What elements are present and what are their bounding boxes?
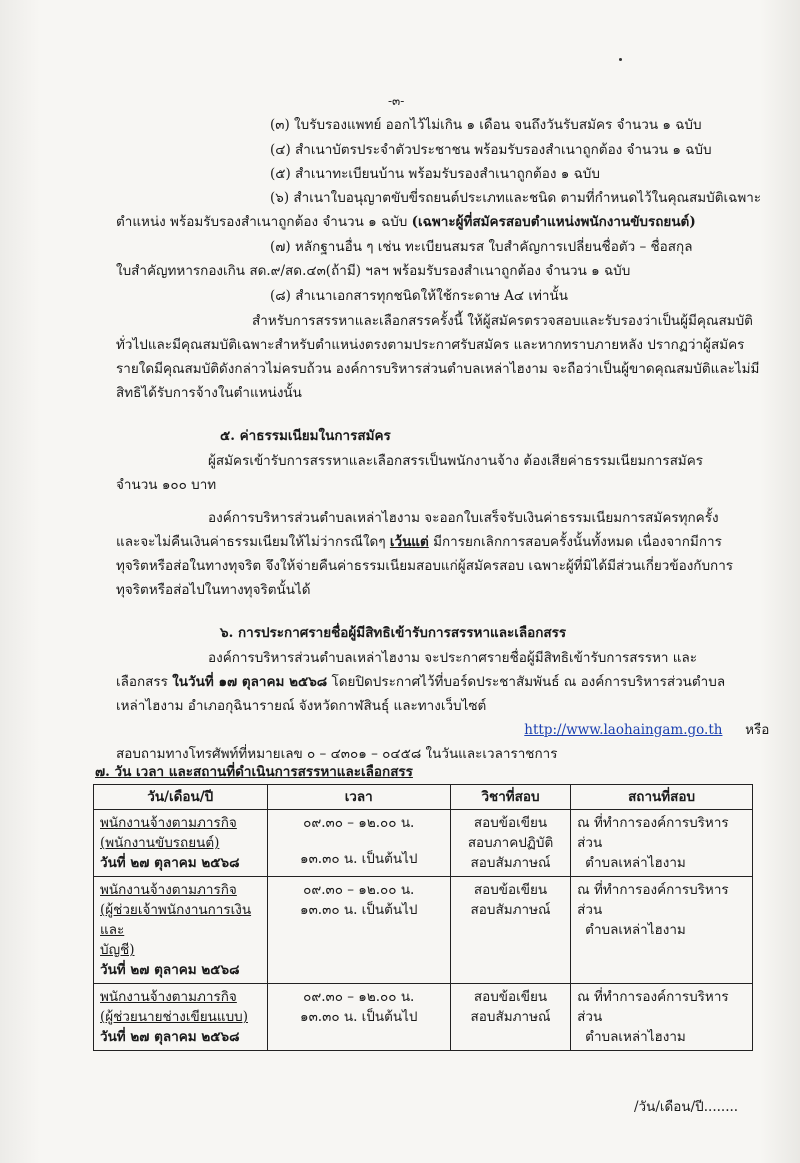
doc-item-7-cont: ใบสำคัญทหารกองเกิน สด.๙/สด.๔๓(ถ้ามี) ฯลฯ พร้อมรับรองสำเนาถูกต้อง จำนวน ๑ ฉบับ bbox=[116, 263, 631, 279]
section6-line2b: โดยปิดประกาศไว้ที่บอร์ดประชาสัมพันธ์ ณ องค์การบริหารส่วนตำบล bbox=[331, 674, 726, 690]
position-title-cont: บัญชี) bbox=[100, 942, 135, 958]
subject-written: สอบข้อเขียน bbox=[473, 815, 548, 831]
position-title: (ผู้ช่วยเจ้าพนักงานการเงินและ bbox=[100, 902, 252, 938]
section6-line3: เหล่าไฮงาม อำเภอกุฉินารายณ์ จังหวัดกาฬสินธุ์ และทางเว็บไซต์ bbox=[116, 698, 487, 714]
section5-p2-line2b: มีการยกเลิกการสอบครั้งนั้นทั้งหมด เนื่องจากมีการ bbox=[433, 534, 722, 550]
time-afternoon: ๑๓.๓๐ น. เป็นต้นไป bbox=[300, 851, 418, 867]
position-type: พนักงานจ้างตามภารกิจ bbox=[100, 882, 237, 898]
section6-heading: ๖. การประกาศรายชื่อผู้มีสิทธิเข้ารับการสรรหาและเลือกสรร bbox=[220, 625, 567, 641]
position-cell bbox=[94, 984, 268, 1051]
exam-date: วันที่ ๒๗ ตุลาคม ๒๕๖๘ bbox=[100, 1029, 240, 1045]
place-line1: ณ ที่ทำการองค์การบริหารส่วน bbox=[577, 882, 729, 918]
continued-footer: /วัน/เดือน/ปี........ bbox=[634, 1099, 739, 1115]
place-line1: ณ ที่ทำการองค์การบริหารส่วน bbox=[577, 989, 729, 1025]
except-emphasis: เว้นแต่ bbox=[389, 534, 429, 550]
doc-item-6-text: ตำแหน่ง พร้อมรับรองสำเนาถูกต้อง จำนวน ๑ ฉบับ bbox=[116, 214, 408, 230]
time-cell bbox=[267, 877, 450, 984]
time-afternoon: ๑๓.๓๐ น. เป็นต้นไป bbox=[300, 1009, 418, 1025]
doc-item-6: (๖) สำเนาใบอนุญาตขับขี่รถยนต์ประเภทและชนิด ตามที่กำหนดไว้ในคุณสมบัติเฉพาะ bbox=[270, 190, 762, 206]
section6-line2a: เลือกสรร bbox=[116, 674, 168, 690]
speck-mark bbox=[619, 58, 622, 61]
section5-p2-line2 bbox=[116, 533, 722, 551]
subject-interview: สอบสัมภาษณ์ bbox=[470, 1009, 551, 1025]
section6-line2 bbox=[116, 673, 725, 691]
time-morning: ๐๙.๓๐ – ๑๒.๐๐ น. bbox=[303, 989, 415, 1005]
subject-interview: สอบสัมภาษณ์ bbox=[470, 902, 551, 918]
position-title: (พนักงานขับรถยนต์) bbox=[100, 835, 220, 851]
position-title: (ผู้ช่วยนายช่างเขียนแบบ) bbox=[100, 1009, 248, 1025]
announce-date: ในวันที่ ๑๗ ตุลาคม ๒๕๖๘ bbox=[172, 674, 328, 690]
section6-or: หรือ bbox=[745, 722, 770, 738]
section6-line3-link-row bbox=[116, 721, 769, 739]
section5-p2-line4: ทุจริตหรือส่อไปในทางทุจริตนั้นได้ bbox=[116, 582, 311, 598]
table-row bbox=[94, 810, 753, 877]
section5-line1: ผู้สมัครเข้ารับการสรรหาและเลือกสรรเป็นพนักงานจ้าง ต้องเสียค่าธรรมเนียมการสมัคร bbox=[208, 453, 703, 469]
place-cell bbox=[571, 984, 753, 1051]
doc-item-8: (๘) สำเนาเอกสารทุกชนิดให้ใช้กระดาษ A๔ เท่านั้น bbox=[270, 288, 568, 304]
table-row bbox=[94, 877, 753, 984]
table-header-row bbox=[94, 785, 753, 810]
time-morning: ๐๙.๓๐ – ๑๒.๐๐ น. bbox=[303, 882, 415, 898]
driver-only-note: (เฉพาะผู้ที่สมัครสอบตำแหน่งพนักงานขับรถยนต์) bbox=[411, 214, 696, 230]
doc-item-6-cont bbox=[116, 213, 696, 231]
place-line2: ตำบลเหล่าไฮงาม bbox=[585, 922, 686, 938]
position-cell bbox=[94, 877, 268, 984]
subject-cell bbox=[450, 810, 570, 877]
col-header-subject: วิชาที่สอบ bbox=[450, 785, 570, 810]
time-morning: ๐๙.๓๐ – ๑๒.๐๐ น. bbox=[303, 815, 415, 831]
subject-written: สอบข้อเขียน bbox=[473, 989, 548, 1005]
place-cell bbox=[571, 810, 753, 877]
time-cell bbox=[267, 984, 450, 1051]
exam-date: วันที่ ๒๗ ตุลาคม ๒๕๖๘ bbox=[100, 962, 240, 978]
section5-line2: จำนวน ๑๐๐ บาท bbox=[116, 477, 217, 493]
section5-p2-line1: องค์การบริหารส่วนตำบลเหล่าไฮงาม จะออกใบเสร็จรับเงินค่าธรรมเนียมการสมัครทุกครั้ง bbox=[208, 510, 719, 526]
website-link[interactable]: http://www.laohaingam.go.th bbox=[524, 722, 723, 738]
exam-date: วันที่ ๒๗ ตุลาคม ๒๕๖๘ bbox=[100, 855, 240, 871]
doc-item-5: (๕) สำเนาทะเบียนบ้าน พร้อมรับรองสำเนาถูกต้อง ๑ ฉบับ bbox=[270, 166, 600, 182]
subject-interview: สอบสัมภาษณ์ bbox=[470, 855, 551, 871]
subject-practical: สอบภาคปฏิบัติ bbox=[467, 835, 554, 851]
doc-item-4: (๔) สำเนาบัตรประจำตัวประชาชน พร้อมรับรองสำเนาถูกต้อง จำนวน ๑ ฉบับ bbox=[270, 142, 712, 158]
section5-heading: ๕. ค่าธรรมเนียมในการสมัคร bbox=[220, 428, 391, 444]
page-number: -๓- bbox=[388, 94, 405, 108]
position-type: พนักงานจ้างตามภารกิจ bbox=[100, 989, 237, 1005]
position-cell bbox=[94, 810, 268, 877]
section5-p2-line2a: และจะไม่คืนเงินค่าธรรมเนียมให้ไม่ว่ากรณีใดๆ bbox=[116, 534, 386, 550]
doc-item-3: (๓) ใบรับรองแพทย์ ออกไว้ไม่เกิน ๑ เดือน จนถึงวันรับสมัคร จำนวน ๑ ฉบับ bbox=[270, 117, 702, 133]
section6-line4: สอบถามทางโทรศัพท์ที่หมายเลข ๐ – ๔๓๐๑ – ๐๔๕๘ ในวันและเวลาราชการ bbox=[116, 746, 558, 762]
col-header-date: วัน/เดือน/ปี bbox=[94, 785, 268, 810]
place-cell bbox=[571, 877, 753, 984]
place-line2: ตำบลเหล่าไฮงาม bbox=[585, 855, 686, 871]
subject-written: สอบข้อเขียน bbox=[473, 882, 548, 898]
place-line1: ณ ที่ทำการองค์การบริหารส่วน bbox=[577, 815, 729, 851]
qualification-para-line2: ทั่วไปและมีคุณสมบัติเฉพาะสำหรับตำแหน่งตรงตามประกาศรับสมัคร และหากทราบภายหลัง ปรากฏว่าผู้สมัคร bbox=[116, 337, 745, 353]
time-cell bbox=[267, 810, 450, 877]
subject-cell bbox=[450, 984, 570, 1051]
col-header-time: เวลา bbox=[267, 785, 450, 810]
place-line2: ตำบลเหล่าไฮงาม bbox=[585, 1029, 686, 1045]
qualification-para-line1: สำหรับการสรรหาและเลือกสรรครั้งนี้ ให้ผู้สมัครตรวจสอบและรับรองว่าเป็นผู้มีคุณสมบัติ bbox=[252, 313, 753, 329]
section5-p2-line3: ทุจริตหรือส่อในทางทุจริต จึงให้จ่ายคืนค่าธรรมเนียมสอบแก่ผู้สมัครสอบ เฉพาะผู้ที่มิได้มีส่วนเกี่ยวข้องกับการ bbox=[116, 558, 734, 574]
exam-schedule-table bbox=[93, 784, 753, 1051]
section6-line1: องค์การบริหารส่วนตำบลเหล่าไฮงาม จะประกาศรายชื่อผู้มีสิทธิเข้ารับการสรรหา และ bbox=[208, 650, 698, 666]
doc-item-7: (๗) หลักฐานอื่น ๆ เช่น ทะเบียนสมรส ใบสำคัญการเปลี่ยนชื่อตัว – ชื่อสกุล bbox=[270, 239, 693, 255]
time-afternoon: ๑๓.๓๐ น. เป็นต้นไป bbox=[300, 902, 418, 918]
qualification-para-line4: สิทธิได้รับการจ้างในตำแหน่งนั้น bbox=[116, 385, 302, 401]
qualification-para-line3: รายใดมีคุณสมบัติดังกล่าวไม่ครบถ้วน องค์การบริหารส่วนตำบลเหล่าไฮงาม จะถือว่าเป็นผู้ขาดคุณสมบัติและไม่มี bbox=[116, 361, 760, 377]
table-row bbox=[94, 984, 753, 1051]
col-header-place: สถานที่สอบ bbox=[571, 785, 753, 810]
subject-cell bbox=[450, 877, 570, 984]
section7-heading: ๗. วัน เวลา และสถานที่ดำเนินการสรรหาและเลือกสรร bbox=[95, 764, 413, 780]
position-type: พนักงานจ้างตามภารกิจ bbox=[100, 815, 237, 831]
